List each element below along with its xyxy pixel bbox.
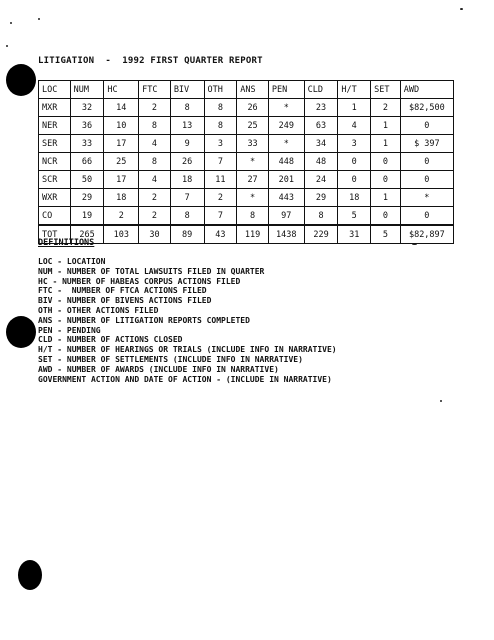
total-cell: 1438 — [268, 225, 304, 244]
table-cell: 0 — [371, 171, 401, 189]
table-cell: 2 — [139, 189, 171, 207]
table-cell: 2 — [371, 99, 401, 117]
table-cell: 4 — [139, 171, 171, 189]
column-header: AWD — [400, 81, 453, 99]
table-cell: 50 — [70, 171, 104, 189]
table-cell: 29 — [70, 189, 104, 207]
table-cell: 23 — [304, 99, 338, 117]
table-cell: 17 — [104, 171, 139, 189]
scan-speck — [440, 400, 442, 402]
total-cell: 89 — [170, 225, 204, 244]
table-header-row — [39, 81, 454, 99]
scan-speck — [10, 22, 12, 24]
scan-speck — [6, 45, 8, 47]
table-cell: 1 — [371, 117, 401, 135]
total-cell: 31 — [338, 225, 371, 244]
table-cell: 34 — [304, 135, 338, 153]
definition-item: SET - NUMBER OF SETTLEMENTS (INCLUDE INFO IN NARRATIVE) — [38, 354, 303, 364]
table-cell: 14 — [104, 99, 139, 117]
total-cell: TOT — [39, 225, 71, 244]
total-cell: 265 — [70, 225, 104, 244]
table-row — [39, 171, 454, 189]
table-cell: 13 — [170, 117, 204, 135]
definition-item: FTC - NUMBER OF FTCA ACTIONS FILED — [38, 286, 207, 296]
table-cell: 1 — [371, 189, 401, 207]
table-cell: 33 — [70, 135, 104, 153]
table-cell: * — [268, 99, 304, 117]
table-cell: 0 — [371, 207, 401, 226]
table-cell: 36 — [70, 117, 104, 135]
table-cell: 0 — [400, 153, 453, 171]
table-cell: 17 — [104, 135, 139, 153]
total-cell: 119 — [237, 225, 269, 244]
table-cell: 48 — [304, 153, 338, 171]
table-cell: 249 — [268, 117, 304, 135]
table-row — [39, 117, 454, 135]
table-cell: $ 397 — [400, 135, 453, 153]
column-header: HC — [104, 81, 139, 99]
table-cell: 8 — [170, 99, 204, 117]
table-cell: 0 — [400, 171, 453, 189]
table-cell: MXR — [39, 99, 71, 117]
total-cell: 30 — [139, 225, 171, 244]
punch-hole-middle — [6, 316, 36, 348]
table-row — [39, 207, 454, 226]
table-cell: * — [237, 153, 269, 171]
column-header: ANS — [237, 81, 269, 99]
table-cell: NCR — [39, 153, 71, 171]
table-row — [39, 99, 454, 117]
total-cell: 43 — [204, 225, 237, 244]
definition-item: LOC - LOCATION — [38, 257, 106, 266]
table-cell: 25 — [104, 153, 139, 171]
column-header: CLD — [304, 81, 338, 99]
table-cell: 3 — [338, 135, 371, 153]
table-cell: 19 — [70, 207, 104, 226]
table-cell: 8 — [204, 117, 237, 135]
table-cell: 8 — [204, 99, 237, 117]
total-cell: 103 — [104, 225, 139, 244]
table-cell: 24 — [304, 171, 338, 189]
definition-item: H/T - NUMBER OF HEARINGS OR TRIALS (INCLUDE INFO IN NARRATIVE) — [38, 345, 337, 355]
table-cell: 66 — [70, 153, 104, 171]
definition-item: OTH - OTHER ACTIONS FILED — [38, 305, 159, 315]
table-cell: 97 — [268, 207, 304, 226]
definition-item: GOVERNMENT ACTION AND DATE OF ACTION - (INCLUDE IN NARRATIVE) — [38, 374, 332, 384]
column-header: PEN — [268, 81, 304, 99]
definition-item: BIV - NUMBER OF BIVENS ACTIONS FILED — [38, 296, 212, 306]
punch-hole-bottom — [18, 560, 42, 590]
table-cell: 443 — [268, 189, 304, 207]
litigation-report-table — [38, 80, 454, 244]
table-cell: $82,500 — [400, 99, 453, 117]
table-cell: 25 — [237, 117, 269, 135]
table-cell: 3 — [204, 135, 237, 153]
table-cell: * — [268, 135, 304, 153]
column-header: BIV — [170, 81, 204, 99]
table-cell: 18 — [170, 171, 204, 189]
report-title: LITIGATION - 1992 FIRST QUARTER REPORT — [38, 56, 263, 66]
table-cell: 0 — [400, 207, 453, 226]
table-cell: 2 — [104, 207, 139, 226]
table-cell: 4 — [139, 135, 171, 153]
definition-item: ANS - NUMBER OF LITIGATION REPORTS COMPLETED — [38, 315, 250, 325]
definition-item: CLD - NUMBER OF ACTIONS CLOSED — [38, 335, 183, 345]
definitions-heading: DEFINITIONS — [38, 238, 95, 248]
column-header: FTC — [139, 81, 171, 99]
table-cell: 29 — [304, 189, 338, 207]
table-cell: 63 — [304, 117, 338, 135]
scan-speck — [460, 8, 463, 10]
table-cell: 5 — [338, 207, 371, 226]
table-cell: 8 — [237, 207, 269, 226]
table-cell: CO — [39, 207, 71, 226]
scan-speck — [412, 244, 417, 245]
table-cell: 7 — [204, 207, 237, 226]
column-header: OTH — [204, 81, 237, 99]
total-cell: 5 — [371, 225, 401, 244]
table-cell: SCR — [39, 171, 71, 189]
table-cell: 7 — [170, 189, 204, 207]
table-cell: 1 — [371, 135, 401, 153]
table-cell: 8 — [139, 153, 171, 171]
table-row — [39, 153, 454, 171]
table-cell: 4 — [338, 117, 371, 135]
table-cell: 26 — [237, 99, 269, 117]
table-cell: 201 — [268, 171, 304, 189]
column-header: LOC — [39, 81, 71, 99]
definition-item: NUM - NUMBER OF TOTAL LAWSUITS FILED IN QUARTER — [38, 266, 265, 276]
table-cell: NER — [39, 117, 71, 135]
definition-item: PEN - PENDING — [38, 325, 101, 335]
table-cell: 9 — [170, 135, 204, 153]
total-cell: 229 — [304, 225, 338, 244]
table-cell: 8 — [304, 207, 338, 226]
table-cell: 10 — [104, 117, 139, 135]
table-cell: 26 — [170, 153, 204, 171]
table-cell: * — [237, 189, 269, 207]
definitions-list — [38, 257, 337, 384]
total-cell: $82,897 — [400, 225, 453, 244]
table-cell: 33 — [237, 135, 269, 153]
table-cell: 0 — [371, 153, 401, 171]
table-total-row — [39, 225, 454, 244]
table-cell: 0 — [338, 153, 371, 171]
column-header: SET — [371, 81, 401, 99]
table-cell: 18 — [338, 189, 371, 207]
scan-speck — [38, 18, 40, 20]
table-cell: WXR — [39, 189, 71, 207]
table-cell: 0 — [338, 171, 371, 189]
table-cell: 2 — [139, 207, 171, 226]
table-cell: 8 — [139, 117, 171, 135]
table-cell: 448 — [268, 153, 304, 171]
table-cell: 8 — [170, 207, 204, 226]
table-cell: 11 — [204, 171, 237, 189]
table-cell: SER — [39, 135, 71, 153]
definition-item: AWD - NUMBER OF AWARDS (INCLUDE INFO IN NARRATIVE) — [38, 364, 279, 374]
table-cell: 2 — [204, 189, 237, 207]
column-header: NUM — [70, 81, 104, 99]
table-cell: 32 — [70, 99, 104, 117]
table-cell: 7 — [204, 153, 237, 171]
table-cell: 18 — [104, 189, 139, 207]
column-header: H/T — [338, 81, 371, 99]
table-row — [39, 135, 454, 153]
definition-item: HC - NUMBER OF HABEAS CORPUS ACTIONS FILED — [38, 276, 241, 286]
table-cell: 2 — [139, 99, 171, 117]
table-cell: * — [400, 189, 453, 207]
table-body — [39, 99, 454, 244]
punch-hole-top — [6, 64, 36, 96]
table-row — [39, 189, 454, 207]
table-cell: 0 — [400, 117, 453, 135]
table-cell: 1 — [338, 99, 371, 117]
table-cell: 27 — [237, 171, 269, 189]
